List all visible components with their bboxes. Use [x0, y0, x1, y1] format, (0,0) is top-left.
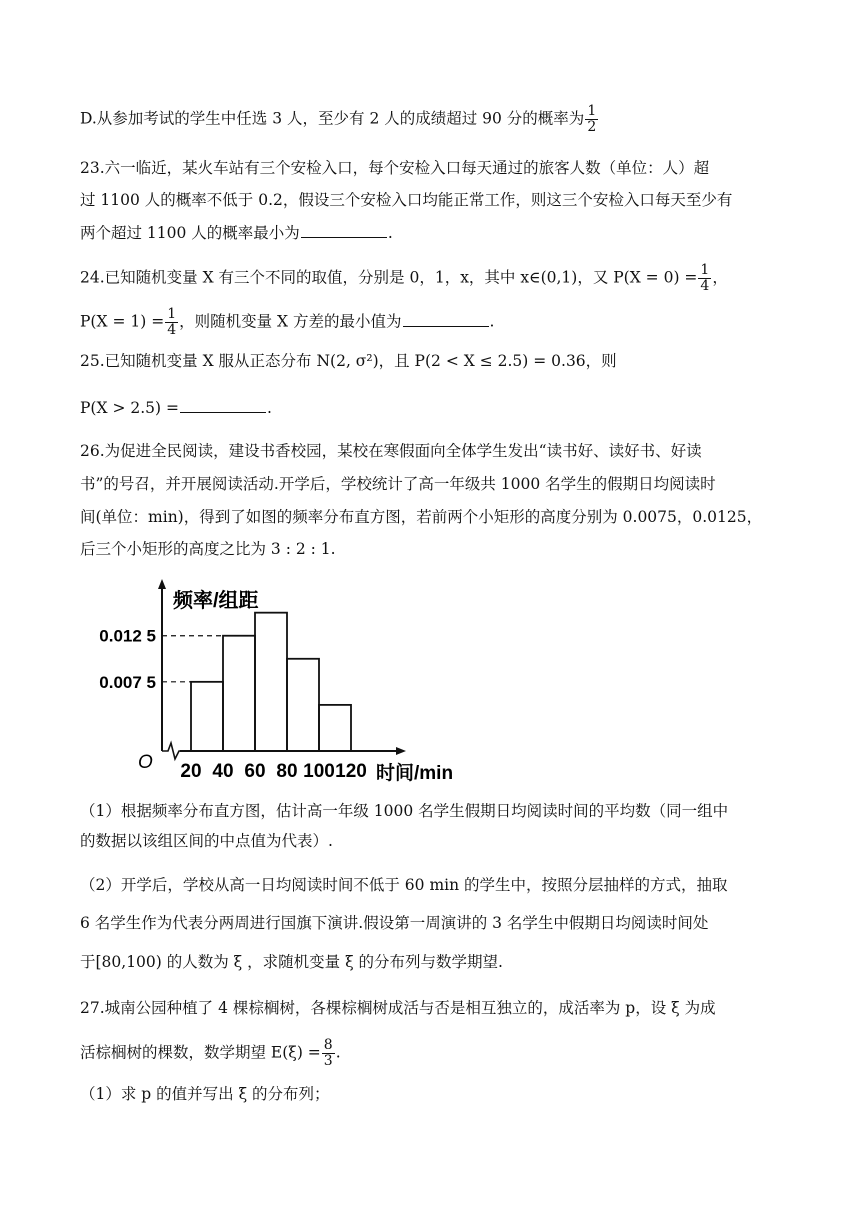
x-tick-label: 80 [276, 761, 298, 782]
fraction: $\frac{1}{4}$ [700, 262, 710, 294]
x-tick-label: 120 [335, 761, 367, 782]
x-tick-label: 40 [212, 761, 234, 782]
q27-line2: 活棕榈树的棵数，数学期望 E(ξ) = $\frac{8}{3}$ . [80, 1037, 341, 1069]
q27-line1: 27.城南公园种植了 4 棵棕榈树，各棵棕榈树成活与否是相互独立的，成活率为 p，设 ξ 为成 [80, 999, 716, 1017]
fraction: $\frac{8}{3}$ [323, 1037, 333, 1069]
q26-part1-line1: （1）根据频率分布直方图，估计高一年级 1000 名学生假期日均阅读时间的平均数（同一组中 [80, 802, 729, 820]
fraction: $\frac{1}{4}$ [167, 306, 177, 338]
q26-part2-line3: 于[80,100) 的人数为 ξ ，求随机变量 ξ 的分布列与数学期望. [80, 953, 503, 971]
x-axis-label: 时间/min [376, 763, 454, 784]
q26-line2: 书”的号召，并开展阅读活动.开学后，学校统计了高一年级共 1000 名学生的假期日均阅读时 [80, 475, 716, 493]
histogram-bar-4 [287, 659, 319, 751]
frequency-histogram [80, 575, 480, 785]
q26-line4: 后三个小矩形的高度之比为 3 : 2 : 1. [80, 540, 336, 558]
fraction: $\frac{1}{2}$ [587, 103, 597, 135]
answer-blank [403, 312, 489, 327]
q24-line2: P(X = 1) = $\frac{1}{4}$ ，则随机变量 X 方差的最小值为 . [80, 306, 495, 338]
q23-line3: 两个超过 1100 人的概率最小为 . [80, 224, 393, 242]
q23-line1: 23.六一临近，某火车站有三个安检入口，每个安检入口每天通过的旅客人数（单位：人）超 [80, 159, 710, 177]
y-axis-label: 频率/组距 [173, 590, 259, 612]
q24-line1: 24.已知随机变量 X 有三个不同的取值，分别是 0，1，x，其中 x∈(0,1)，又 P(X = 0) = $\frac{1}{4}$ ， [80, 262, 728, 294]
option-d [80, 104, 599, 135]
answer-blank [301, 223, 387, 238]
option-d-text: D.从参加考试的学生中任选 3 人，至少有 2 人的成绩超过 90 分的概率为 [80, 109, 585, 128]
y-axis-arrow [158, 579, 166, 589]
x-axis-arrow [396, 747, 406, 755]
q26-part2-line2: 6 名学生作为代表分两周进行国旗下演讲.假设第一周演讲的 3 名学生中假期日均阅读时间处 [80, 914, 709, 932]
q26-line1: 26.为促进全民阅读，建设书香校园，某校在寒假面向全体学生发出“读书好、读好书、好读 [80, 442, 702, 460]
y-tick-label: 0.012 5 [99, 626, 156, 646]
x-tick-label: 100 [303, 761, 335, 782]
q26-line3: 间(单位：min)，得到了如图的频率分布直方图，若前两个小矩形的高度分别为 0.0075，0.0125， [80, 508, 763, 526]
histogram-bar-5 [319, 705, 351, 751]
y-tick-label: 0.007 5 [99, 672, 156, 692]
q25-line2: P(X > 2.5) = . [80, 399, 272, 417]
x-tick-label: 60 [244, 761, 266, 782]
histogram-bar-3 [255, 613, 287, 751]
histogram-bar-1 [191, 682, 223, 751]
histogram-bar-2 [223, 636, 255, 751]
q23-line2: 过 1100 人的概率不低于 0.2，假设三个安检入口均能正常工作，则这三个安检入口每天至少有 [80, 191, 733, 209]
q27-part1: （1）求 p 的值并写出 ξ 的分布列； [80, 1085, 330, 1103]
answer-blank [180, 398, 266, 413]
q26-part1-line2: 的数据以该组区间的中点值为代表）. [80, 832, 333, 850]
x-tick-label: 20 [180, 761, 202, 782]
origin-label: O [138, 752, 153, 773]
q26-part2-line1: （2）开学后，学校从高一日均阅读时间不低于 60 min 的学生中，按照分层抽样的方式，抽取 [80, 876, 728, 894]
axis-break-symbol [162, 743, 180, 759]
q25-line1: 25.已知随机变量 X 服从正态分布 N(2, σ²)，且 P(2 < X ≤ 2.5) = 0.36，则 [80, 352, 617, 370]
